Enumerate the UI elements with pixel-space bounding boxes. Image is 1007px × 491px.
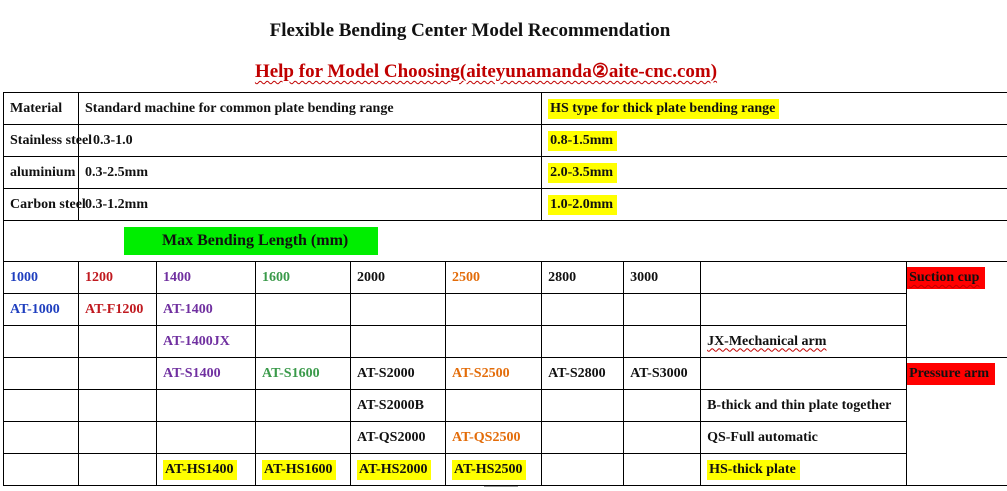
material-name: aluminium [4,157,79,189]
length-2500: 2500 [446,262,542,294]
note-cell [701,454,907,486]
length-2800: 2800 [542,262,624,294]
hs-note: HS-thick plate [707,460,800,480]
standard-range: 0.3-1.2mm [79,189,542,221]
length-3000: 3000 [624,262,701,294]
empty-cell [701,262,907,294]
model-table [3,92,1007,486]
empty-cell [701,294,907,326]
pressure-cell [907,358,1007,390]
hs-range-cell [542,189,1007,221]
empty-cell [79,358,157,390]
page-title: Flexible Bending Center Model Recommendation [269,20,671,41]
empty-cell [256,294,351,326]
material-header: Material [4,93,79,125]
empty-cell [79,454,157,486]
hs-range: 1.0-2.0mm [548,195,617,215]
model-cell: AT-1400 [157,294,256,326]
empty-cell [542,294,624,326]
hs-header-cell [542,93,1007,125]
length-1400: 1400 [157,262,256,294]
standard-range: 0.3-1.0 [79,125,542,157]
note-text: JX-Mechanical arm [707,333,827,349]
model-cell: AT-S2000 [351,358,446,390]
model-cell: AT-1400JX [157,326,256,358]
material-header-row [4,93,1007,125]
empty-cell [79,326,157,358]
model-cell: AT-QS2500 [446,422,542,454]
empty-cell [542,454,624,486]
max-length-banner: Max Bending Length (mm) [124,227,378,255]
hs-model: AT-HS1600 [262,460,336,480]
page-subtitle [0,60,972,83]
hs-model: AT-HS2500 [452,460,526,480]
hs-range-cell [542,157,1007,189]
model-cell [157,454,256,486]
hs-range: 2.0-3.5mm [548,163,617,183]
empty-cell [79,390,157,422]
hs-model: AT-HS2000 [357,460,431,480]
empty-cell [351,326,446,358]
empty-cell [701,358,907,390]
empty-cell [907,454,1007,486]
empty-cell [624,454,701,486]
suction-cell [907,262,1007,294]
model-row [4,390,1007,422]
model-row [4,294,1007,326]
empty-cell [157,390,256,422]
empty-cell [4,326,79,358]
hs-range: 0.8-1.5mm [548,131,617,151]
empty-cell [446,390,542,422]
empty-cell [79,422,157,454]
empty-cell [624,390,701,422]
hs-model: AT-HS1400 [163,460,237,480]
model-row [4,326,1007,358]
banner-row [4,221,1007,262]
empty-cell [256,390,351,422]
model-cell: AT-S3000 [624,358,701,390]
model-cell [446,454,542,486]
length-1000: 1000 [4,262,79,294]
model-cell [351,454,446,486]
empty-cell [907,326,1007,358]
standard-header: Standard machine for common plate bending range [79,93,542,125]
empty-cell [624,326,701,358]
empty-cell [907,422,1007,454]
note-cell [701,326,907,358]
model-cell: AT-S2500 [446,358,542,390]
material-name: Carbon steel [4,189,79,221]
pressure-arm-tag: Pressure arm [907,363,995,385]
empty-cell [624,294,701,326]
empty-cell [4,454,79,486]
hs-range-cell [542,125,1007,157]
model-cell: AT-1000 [4,294,79,326]
empty-cell [542,422,624,454]
standard-range: 0.3-2.5mm [79,157,542,189]
length-1200: 1200 [79,262,157,294]
model-cell [256,454,351,486]
model-cell: AT-F1200 [79,294,157,326]
length-1600: 1600 [256,262,351,294]
model-cell: AT-S2800 [542,358,624,390]
empty-cell [351,294,446,326]
empty-cell [4,422,79,454]
model-row [4,358,1007,390]
material-row [4,157,1007,189]
empty-cell [907,390,1007,422]
empty-cell [4,390,79,422]
empty-cell [446,326,542,358]
empty-cell [4,358,79,390]
length-header-row [4,262,1007,294]
empty-cell [256,326,351,358]
material-row [4,189,1007,221]
model-cell: AT-S1600 [256,358,351,390]
banner-cell [4,221,1007,262]
suction-cup-tag: Suction cup [907,267,985,289]
empty-cell [542,390,624,422]
model-cell: AT-S2000B [351,390,446,422]
empty-cell [157,422,256,454]
empty-cell [542,326,624,358]
footer-divider [484,486,518,487]
model-cell: AT-QS2000 [351,422,446,454]
subtitle-text: Help for Model Choosing(aiteyunamanda②aite-cnc.com) [254,61,718,82]
model-row [4,422,1007,454]
model-cell: AT-S1400 [157,358,256,390]
note-cell: B-thick and thin plate together [701,390,907,422]
hs-header: HS type for thick plate bending range [548,99,779,119]
empty-cell [624,422,701,454]
empty-cell [256,422,351,454]
material-name: Stainless steel [4,125,79,157]
note-cell: QS-Full automatic [701,422,907,454]
model-row [4,454,1007,486]
empty-cell [446,294,542,326]
material-row [4,125,1007,157]
empty-cell [907,294,1007,326]
length-2000: 2000 [351,262,446,294]
